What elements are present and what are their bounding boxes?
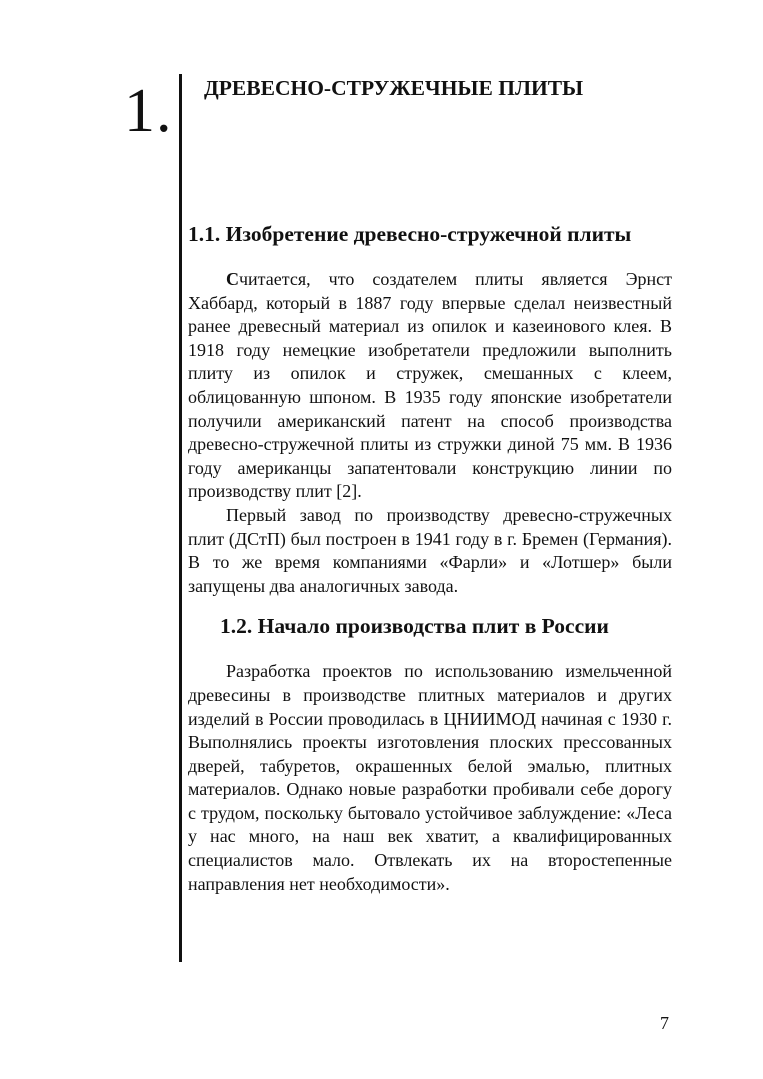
section-russia-production [188, 612, 672, 896]
page-number: 7 [660, 1013, 669, 1033]
paragraph-initial-letter: С [226, 269, 239, 289]
paragraph-text: читается, что создателем плиты является Эрнст Хаббард, который в 1887 году впервые сделал неизвестный ранее древесный материал из опилок и казеинового клея. В 1918 году немецкие изобретатели предложили выполнить плиту из опилок и стружек, смешанных с клеем, облицованную шпоном. В 1935 году японские изобретатели получили американский патент на способ производства древесно-стружечной плиты из стружки диной 75 мм. В 1936 году американцы запатентовали конструкцию линии по производству плит [2]. [188, 269, 672, 502]
chapter-content [188, 218, 672, 896]
chapter-title: ДРЕВЕСНО-СТРУЖЕЧНЫЕ ПЛИТЫ [204, 76, 584, 100]
paragraph: Разработка проектов по использованию измельченной древесины в производстве плитных материалов и других изделий в России проводилась в ЦНИИМОД начиная с 1930 г. Выполнялись проекты изготовления плоских прессованных дверей, табуретов, окрашенных белой эмалью, плитных материалов. Однако новые разработки пробивали себе дорогу с трудом, поскольку бытовало устойчивое заблуждение: «Леса у нас много, на наш век хватит, а квалифицированных специалистов мало. Отвлекать их на второстепенные направления нет необходимости». [188, 661, 672, 894]
section-heading: 1.2. Начало производства плит в России [220, 614, 609, 639]
chapter-vertical-rule [179, 74, 182, 962]
section-invention [188, 220, 672, 598]
paragraph [188, 268, 672, 504]
paragraph: Первый завод по производству древесно-стружечных плит (ДСтП) был построен в 1941 году в г. Бремен (Германия). В то же время компаниями «Фарли» и «Лотшер» были запущены два аналогичных завода. [188, 504, 672, 596]
section-heading: 1.1. Изобретение древесно-стружечной плиты [188, 222, 632, 246]
chapter-number: 1. [124, 77, 173, 145]
